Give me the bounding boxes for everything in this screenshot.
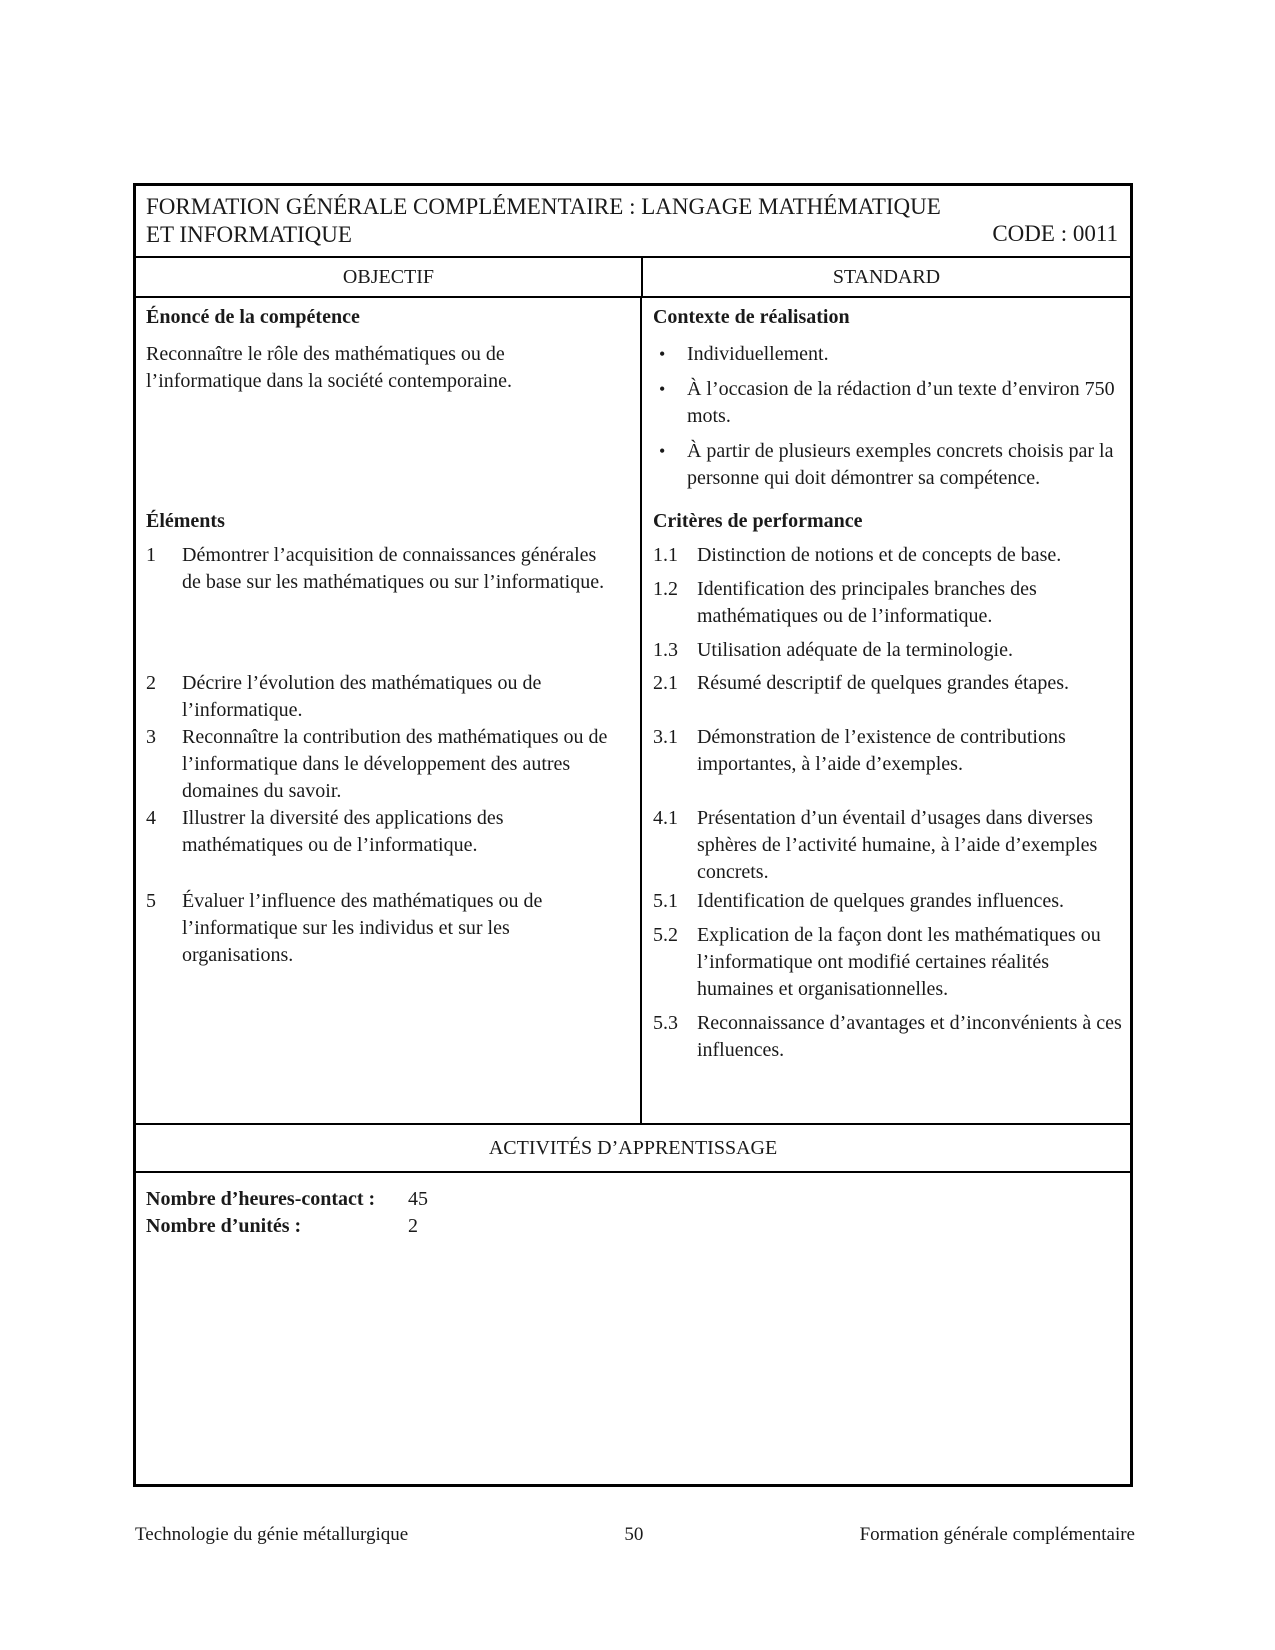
element-item: [146, 724, 615, 805]
contexte-item-text: Individuellement.: [686, 343, 829, 365]
elements-heading: Éléments: [146, 510, 225, 532]
units-value: 2: [408, 1215, 418, 1237]
critere-text: Résumé descriptif de quelques grandes étapes.: [696, 672, 1070, 694]
critere-text: Distinction de notions et de concepts de base.: [696, 544, 1062, 566]
element-number: 5: [146, 890, 156, 912]
standard-column-header: STANDARD: [641, 258, 1130, 296]
course-table: [133, 183, 1133, 1487]
element-text: Illustrer la diversité des applications des mathématiques ou de l’informatique.: [182, 807, 504, 856]
course-title-line1: FORMATION GÉNÉRALE COMPLÉMENTAIRE : LANGAGE MATHÉMATIQUE: [146, 194, 941, 219]
list-item: [653, 438, 1122, 492]
critere-item: [653, 805, 1122, 886]
list-item: [653, 376, 1122, 430]
enonce-text: Reconnaître le rôle des mathématiques ou de l’informatique dans la société contemporaine.: [146, 343, 512, 392]
contexte-list: [641, 331, 1130, 492]
critere-number: 4.1: [652, 807, 678, 829]
element-text: Démontrer l’acquisition de connaissances générales de base sur les mathématiques ou sur l’informatique.: [182, 544, 605, 593]
footer-program-name: Technologie du génie métallurgique: [135, 1524, 409, 1545]
activities-details: [136, 1173, 1130, 1240]
critere-item: [653, 724, 1122, 778]
column-header-row: [136, 258, 1130, 298]
element-number: 1: [146, 544, 156, 566]
element-item: [146, 888, 615, 969]
element-item: [146, 542, 615, 596]
course-code: CODE : 0011: [992, 221, 1118, 246]
critere-number: 2.1: [652, 672, 678, 694]
critere-number: 5.3: [652, 1012, 678, 1034]
critere-item: [653, 576, 1122, 630]
criteres-heading: Critères de performance: [652, 510, 863, 532]
critere-number: 5.2: [652, 924, 678, 946]
critere-item: [653, 542, 1122, 569]
critere-item: [653, 1010, 1122, 1064]
critere-text: Identification de quelques grandes influences.: [696, 890, 1065, 912]
units-line: [146, 1213, 1120, 1240]
critere-text: Reconnaissance d’avantages et d’inconvénients à ces influences.: [696, 1012, 1122, 1061]
enonce-heading: Énoncé de la compétence: [146, 306, 360, 328]
activities-heading-row: [136, 1125, 1130, 1173]
contexte-item-text: À partir de plusieurs exemples concrets choisis par la personne qui doit démontrer sa compétence.: [686, 440, 1114, 489]
critere-item: [653, 922, 1122, 1003]
critere-text: Identification des principales branches des mathématiques ou de l’informatique.: [696, 578, 1037, 627]
footer-page-number: 50: [624, 1524, 644, 1545]
element-number: 3: [146, 726, 156, 748]
course-title-line2: ET INFORMATIQUE: [146, 222, 352, 247]
list-item: [653, 341, 1122, 368]
footer-section-name: Formation générale complémentaire: [859, 1524, 1135, 1545]
critere-text: Présentation d’un éventail d’usages dans diverses sphères de l’activité humaine, à l’aide d’exemples concrets.: [696, 807, 1098, 883]
bullet-icon: •: [658, 344, 666, 364]
objectif-column-header: OBJECTIF: [342, 265, 435, 288]
critere-number: 3.1: [652, 726, 678, 748]
content-area: [136, 298, 1130, 1125]
critere-item: [653, 670, 1122, 697]
page-footer: [135, 1524, 1135, 1546]
element-number: 4: [146, 807, 156, 829]
element-number: 2: [146, 672, 156, 694]
critere-item: [653, 888, 1122, 915]
element-item: [146, 670, 615, 724]
hours-contact-label: Nombre d’heures-contact :: [146, 1188, 376, 1210]
units-label: Nombre d’unités :: [146, 1215, 302, 1237]
element-text: Décrire l’évolution des mathématiques ou de l’informatique.: [182, 672, 542, 721]
contexte-item-text: À l’occasion de la rédaction d’un texte d’environ 750 mots.: [686, 378, 1115, 427]
hours-contact-value: 45: [408, 1188, 428, 1210]
element-item: [146, 805, 615, 859]
critere-text: Utilisation adéquate de la terminologie.: [696, 639, 1013, 661]
critere-item: [653, 637, 1122, 664]
element-text: Reconnaître la contribution des mathématiques ou de l’informatique dans le développement des autres domaines du savoir.: [182, 726, 608, 802]
hours-contact-line: [146, 1186, 1120, 1213]
bullet-icon: •: [658, 379, 666, 399]
critere-number: 1.3: [652, 639, 678, 661]
activities-heading: ACTIVITÉS D’APPRENTISSAGE: [488, 1136, 778, 1159]
critere-text: Démonstration de l’existence de contributions importantes, à l’aide d’exemples.: [696, 726, 1066, 775]
table-title-row: [136, 186, 1130, 258]
column-divider: [640, 298, 642, 1123]
critere-number: 1.2: [652, 578, 678, 600]
critere-number: 1.1: [652, 544, 678, 566]
critere-number: 5.1: [652, 890, 678, 912]
critere-text: Explication de la façon dont les mathématiques ou l’informatique ont modifié certaines réalités humaines et organisationnelles.: [696, 924, 1101, 1000]
element-text: Évaluer l’influence des mathématiques ou de l’informatique sur les individus et sur les organisations.: [182, 890, 543, 966]
bullet-icon: •: [658, 441, 666, 461]
contexte-heading: Contexte de réalisation: [652, 306, 850, 328]
